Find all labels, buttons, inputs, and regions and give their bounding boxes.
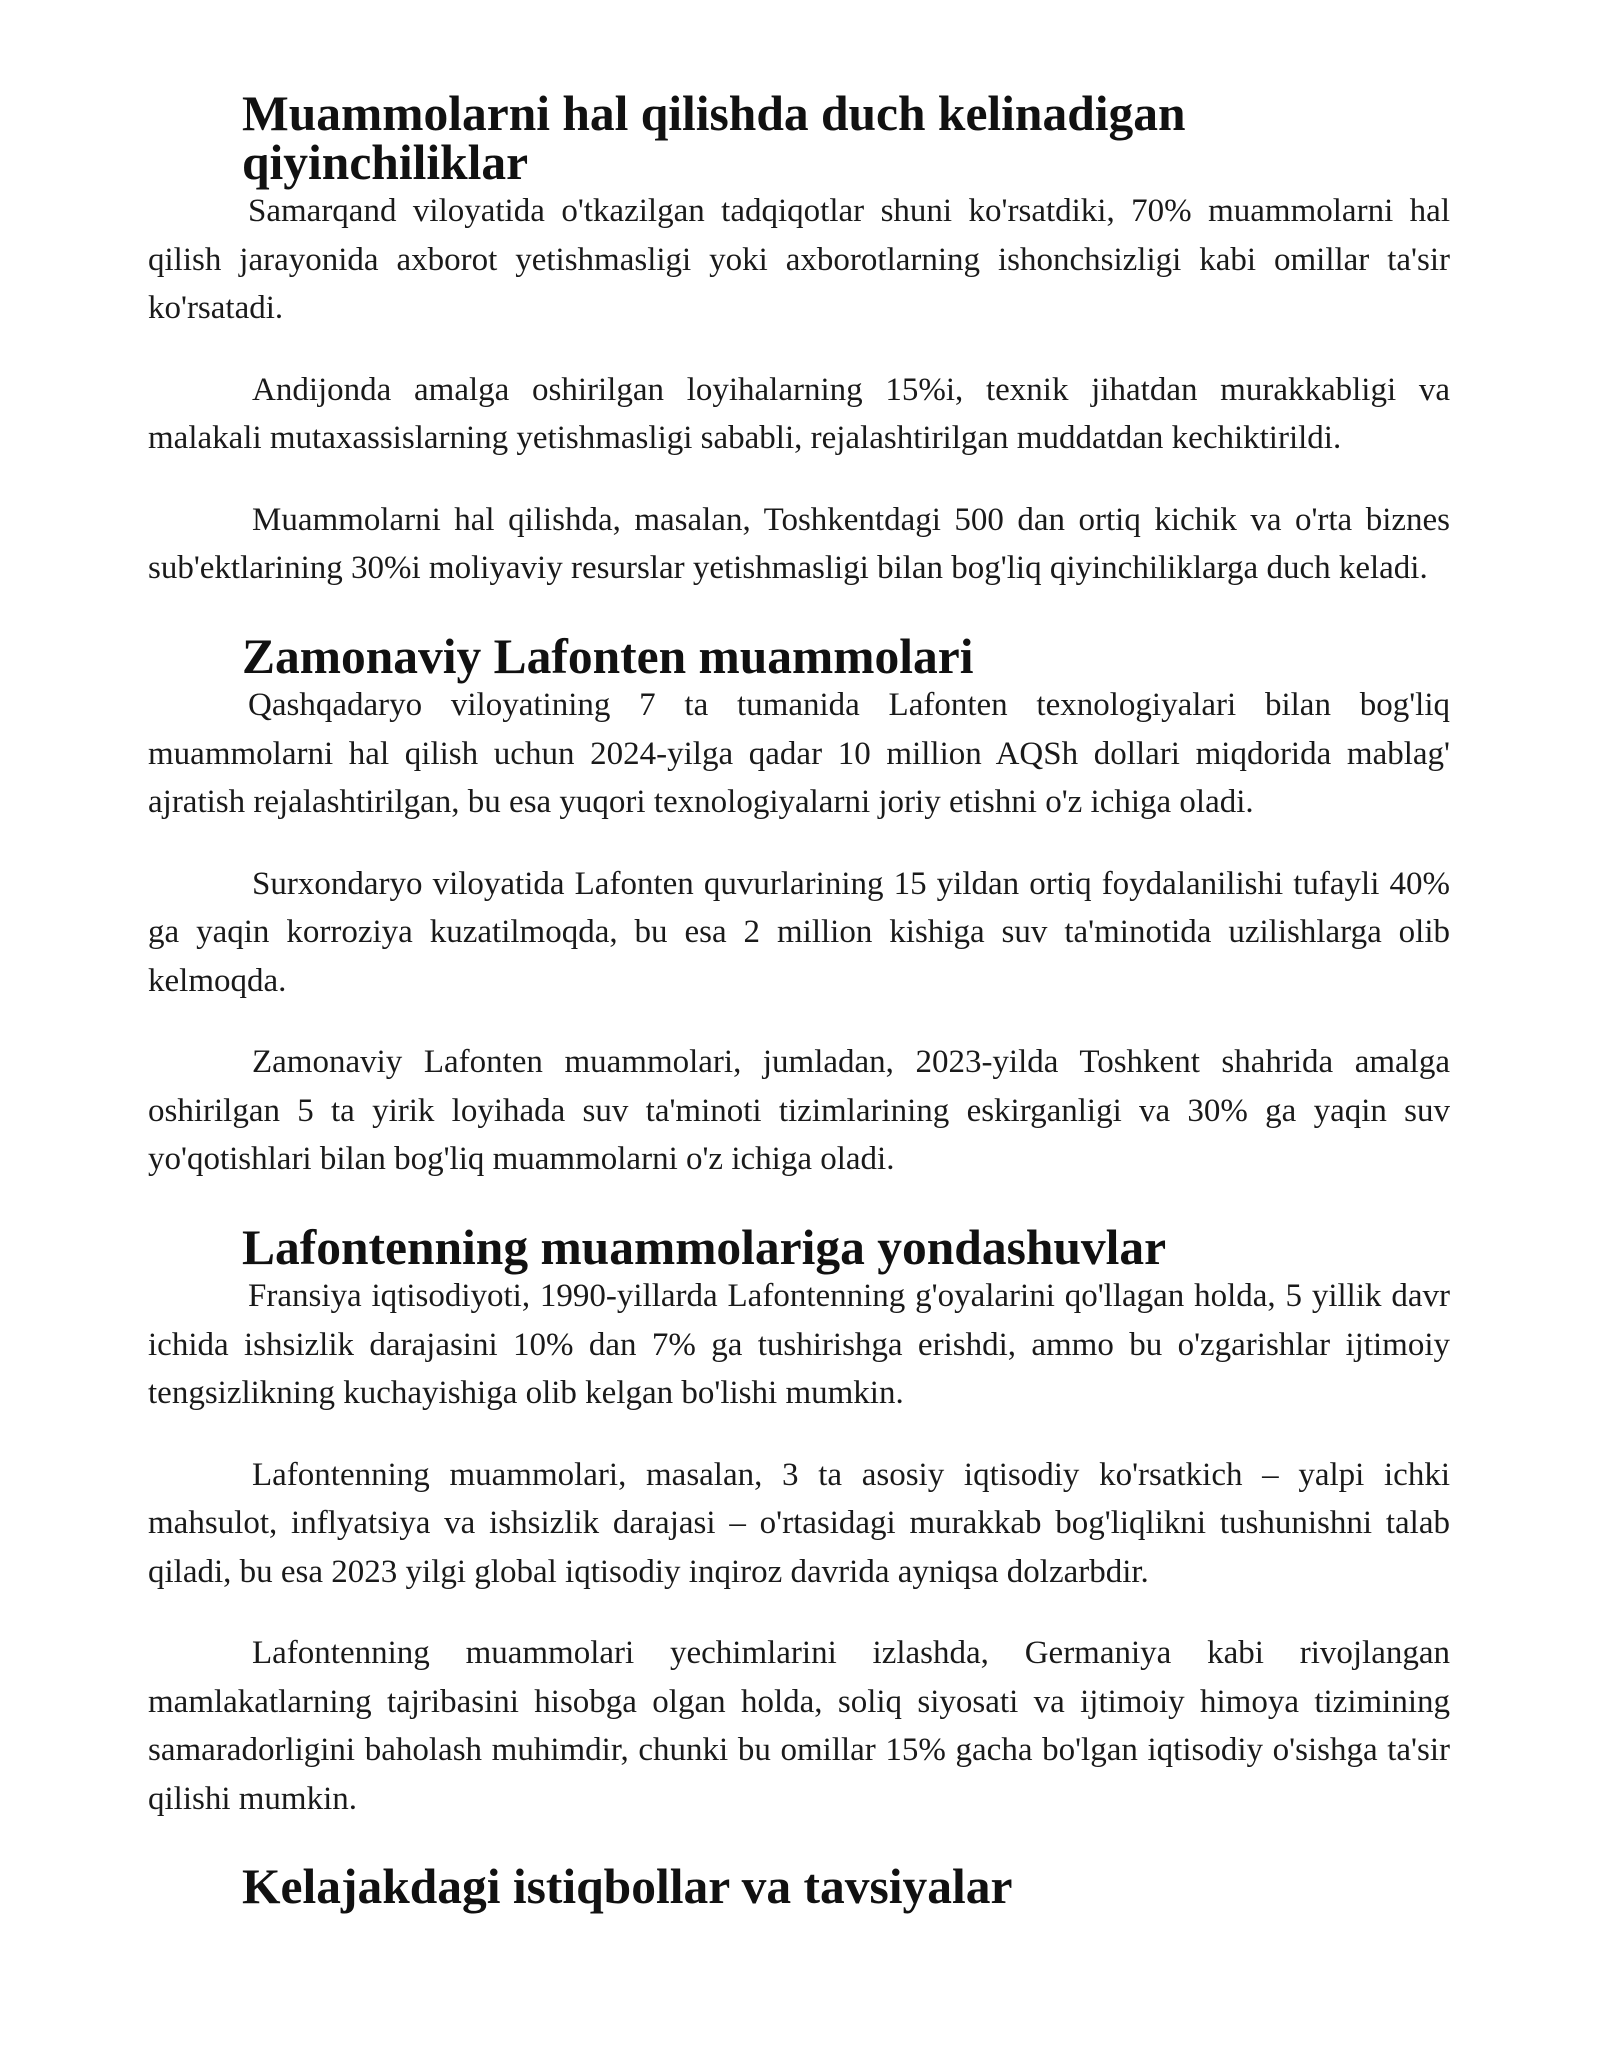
paragraph: Muammolarni hal qilishda, masalan, Toshkentdagi 500 dan ortiq kichik va o'rta biznes sub'ektlarining 30%i moliyaviy resurslar yetishmasligi bilan bog'liq qiyinchiliklarga duch keladi. <box>148 501 1450 586</box>
section-heading: Zamonaviy Lafonten muammolari <box>242 628 974 684</box>
paragraph: Samarqand viloyatida o'tkazilgan tadqiqotlar shuni ko'rsatdiki, 70% muammolarni hal qilish jarayonida axborot yetishmasligi yoki axborotlarning ishonchsizligi kabi omillar ta'sir ko'rsatadi. <box>148 193 1450 326</box>
paragraph: Fransiya iqtisodiyoti, 1990-yillarda Lafontenning g'oyalarini qo'llagan holda, 5 yillik davr ichida ishsizlik darajasini 10% dan 7% ga tushirishga erishdi, ammo bu o'zgarishlar ijtimoiy tengsizlikning kuchayishiga olib kelgan bo'lishi mumkin. <box>148 1278 1450 1411</box>
paragraph: Andijonda amalga oshirilgan loyihalarning 15%i, texnik jihatdan murakkabligi va malakali mutaxassislarning yetishmasligi sababli, rejalashtirilgan muddatdan kechiktirildi. <box>148 371 1450 456</box>
paragraph: Zamonaviy Lafonten muammolari, jumladan, 2023-yilda Toshkent shahrida amalga oshirilgan 5 ta yirik loyihada suv ta'minoti tizimlarining eskirganligi va 30% ga yaqin suv yo'qotishlari bilan bog'liq muammolarni o'z ichiga oladi. <box>148 1044 1450 1177</box>
paragraph: Qashqadaryo viloyatining 7 ta tumanida Lafonten texnologiyalari bilan bog'liq muammolarni hal qilish uchun 2024-yilga qadar 10 million AQSh dollari miqdorida mablag' ajratish rejalashtirilgan, bu esa yuqori texnologiyalarni joriy etishni o'z ichiga oladi. <box>148 687 1450 820</box>
paragraph: Lafontenning muammolari, masalan, 3 ta asosiy iqtisodiy ko'rsatkich – yalpi ichki mahsulot, inflyatsiya va ishsizlik darajasi – o'rtasidagi murakkab bog'liqlikni tushunishni talab qiladi, bu esa 2023 yilgi global iqtisodiy inqiroz davrida ayniqsa dolzarbdir. <box>148 1456 1450 1590</box>
section-heading: Kelajakdagi istiqbollar va tavsiyalar <box>242 1859 1013 1914</box>
paragraph: Surxondaryo viloyatida Lafonten quvurlarining 15 yildan ortiq foydalanilishi tufayli 40% ga yaqin korroziya kuzatilmoqda, bu esa 2 million kishiga suv ta'minotida uzilishlarga olib kelmoqda. <box>148 865 1450 999</box>
section-heading: Lafontenning muammolariga yondashuvlar <box>242 1219 1167 1275</box>
paragraph: Lafontenning muammolari yechimlarini izlashda, Germaniya kabi rivojlangan mamlakatlarning tajribasini hisobga olgan holda, soliq siyosati va ijtimoiy himoya tizimining samaradorligini baholash muhimdir, chunki bu omillar 15% gacha bo'lgan iqtisodiy o'sishga ta'sir qilishi mumkin. <box>148 1635 1450 1817</box>
document-page <box>148 86 1450 1914</box>
section-heading: Muammolarni hal qilishda duch kelinadigan qiyinchiliklar <box>242 86 1186 190</box>
